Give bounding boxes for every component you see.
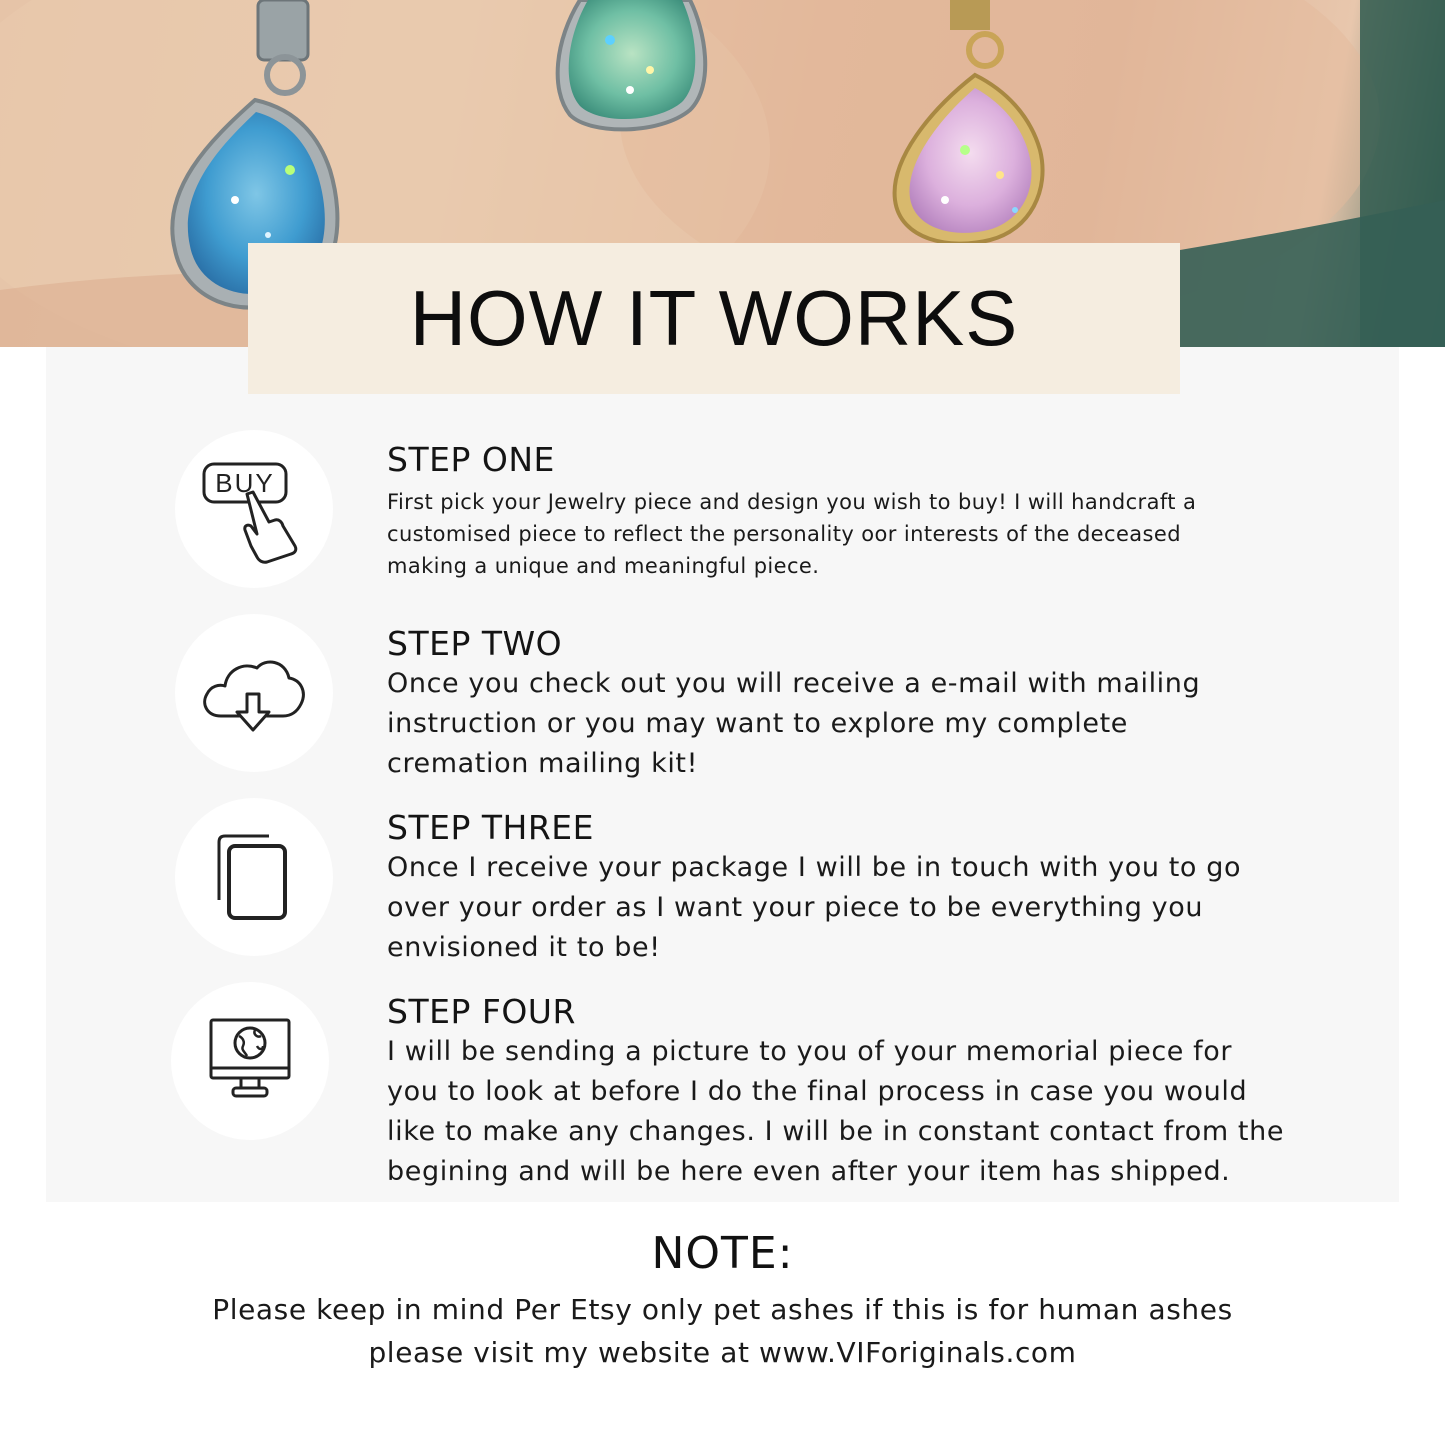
step-one-icon-circle [175, 430, 333, 588]
step-three-title: STEP THREE [387, 808, 594, 847]
step-three [387, 808, 1287, 968]
step-one-title: STEP ONE [387, 440, 555, 479]
buy-button-icon [199, 454, 309, 564]
cloud-download-icon [199, 638, 309, 748]
note-body: Please keep in mind Per Etsy only pet ashes if this is for human ashes please visit my website at www.VIForiginals.com [212, 1293, 1233, 1369]
step-two [387, 624, 1287, 784]
note-title: NOTE: [651, 1228, 794, 1279]
step-four-icon-circle [171, 982, 329, 1140]
step-one [387, 440, 1287, 582]
step-two-title: STEP TWO [387, 624, 563, 663]
step-four-title: STEP FOUR [387, 992, 576, 1031]
copy-pages-icon [199, 822, 309, 932]
page-title: HOW IT WORKS [409, 274, 1019, 362]
globe-monitor-icon [195, 1006, 305, 1116]
title-banner [248, 243, 1180, 394]
step-four [387, 992, 1287, 1192]
step-one-body: First pick your Jewelry piece and design you wish to buy! I will handcraft a customised piece to reflect the personality oor interests of the deceased making a unique and meaningful piece. [387, 490, 1197, 578]
step-three-body: Once I receive your package I will be in touch with you to go over your order as I want your piece to be everything you envisioned it to be! [387, 852, 1242, 963]
step-two-icon-circle [175, 614, 333, 772]
step-three-icon-circle [175, 798, 333, 956]
step-four-body: I will be sending a picture to you of your memorial piece for you to look at before I do the final process in case you would like to make any changes. I will be in constant contact from the begining and will be here even after your item has shipped. [387, 1036, 1285, 1187]
svg-text:BUY: BUY [215, 468, 275, 498]
step-two-body: Once you check out you will receive a e-mail with mailing instruction or you may want to explore my complete cremation mailing kit! [387, 668, 1201, 779]
